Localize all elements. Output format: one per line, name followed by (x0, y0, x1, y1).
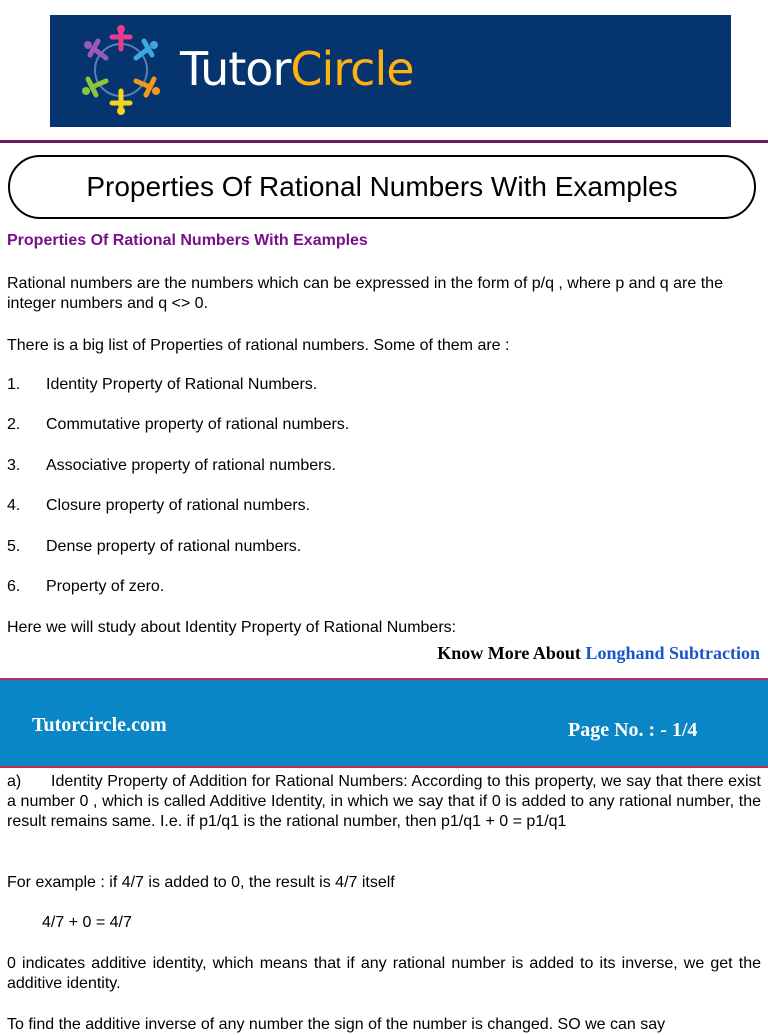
list-item-number: 6. (7, 578, 21, 595)
intro-paragraph: Rational numbers are the numbers which can be expressed in the form of p/q , where p and q are the integer numbers and q <> 0. (7, 275, 723, 312)
header-banner (50, 15, 731, 127)
header-divider (0, 140, 768, 143)
section-subtitle: Properties Of Rational Numbers With Examples (7, 232, 368, 249)
brand-part-tutor: Tutor (180, 42, 291, 96)
list-item-text: Property of zero. (46, 578, 165, 595)
section-a-label: a) (7, 773, 22, 790)
list-item-number: 1. (7, 376, 21, 393)
footer-page-number: Page No. : - 1/4 (568, 719, 698, 741)
list-item (7, 537, 301, 557)
study-line: Here we will study about Identity Property of Rational Numbers: (7, 619, 457, 636)
list-item (7, 415, 349, 435)
list-item (7, 577, 164, 597)
section-a-paragraph (7, 772, 761, 832)
list-item-text: Dense property of rational numbers. (46, 538, 302, 555)
people-circle-icon (74, 25, 168, 115)
know-more-line (437, 643, 760, 664)
section-a-text: Identity Property of Addition for Rational Numbers: According to this property, we say that there exist a number 0 , which is called Additive Identity, in which we say that if 0 is added to any rational number, the result remains same. I.e. if p1/q1 is the rational number, then p1/q1 + 0 = p1/q1 (7, 773, 761, 830)
title-box (8, 155, 756, 219)
list-item-number: 3. (7, 457, 21, 474)
know-more-link[interactable]: Longhand Subtraction (585, 643, 760, 663)
list-item-number: 2. (7, 416, 21, 433)
list-item (7, 456, 336, 476)
cutoff-paragraph: To find the additive inverse of any number the sign of the number is changed. SO we can say (7, 1016, 666, 1033)
list-item-text: Commutative property of rational numbers. (46, 416, 350, 433)
example-paragraph: For example : if 4/7 is added to 0, the result is 4/7 itself (7, 874, 395, 891)
list-intro: There is a big list of Properties of rational numbers. Some of them are : (7, 337, 510, 354)
equation: 4/7 + 0 = 4/7 (42, 914, 132, 931)
list-item-text: Closure property of rational numbers. (46, 497, 311, 514)
brand-part-circle: Circle (290, 42, 414, 96)
footer-site: Tutorcircle.com (32, 714, 167, 736)
page-title: Properties Of Rational Numbers With Examples (86, 171, 678, 202)
list-item-text: Associative property of rational numbers. (46, 457, 336, 474)
list-item-text: Identity Property of Rational Numbers. (46, 376, 318, 393)
know-more-prefix: Know More About (437, 643, 586, 663)
brand-logo-text (180, 39, 414, 99)
list-item (7, 375, 317, 395)
list-item (7, 496, 310, 516)
list-item-number: 5. (7, 538, 21, 555)
additive-identity-paragraph: 0 indicates additive identity, which means that if any rational number is added to its inverse, we get the additive identity. (7, 955, 761, 992)
list-item-number: 4. (7, 497, 21, 514)
